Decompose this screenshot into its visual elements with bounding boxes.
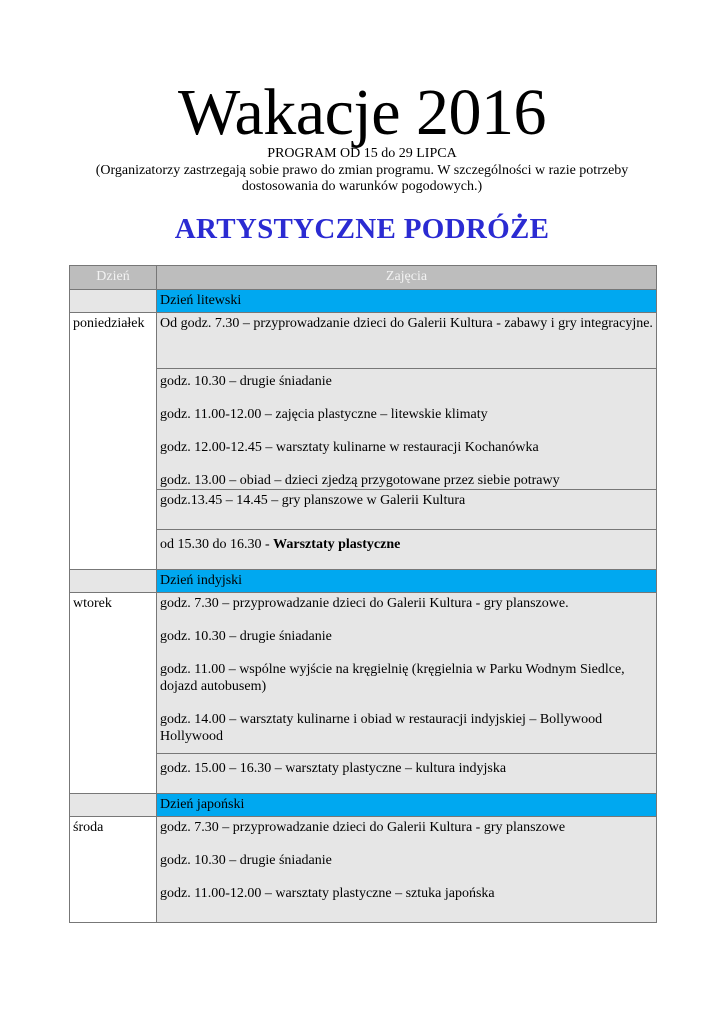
- activity: godz. 10.30 – drugie śniadanie: [160, 629, 332, 644]
- empty-day-cell: [70, 794, 157, 817]
- activity: godz. 7.30 – przyprowadzanie dzieci do Galerii Kultura - gry planszowe: [160, 820, 566, 835]
- program-dates: PROGRAM OD 15 do 29 LIPCA: [267, 146, 457, 161]
- column-header-activities: Zajęcia: [157, 266, 657, 290]
- activity-block: [157, 754, 657, 794]
- theme-row: [70, 290, 657, 313]
- activity: godz. 11.00-12.00 – zajęcia plastyczne – litewskie klimaty: [160, 407, 488, 422]
- table-row: [70, 593, 657, 754]
- schedule-table: [69, 265, 657, 923]
- activity-block: [157, 593, 657, 754]
- activity-block: [157, 313, 657, 369]
- activity-highlight: Warsztaty plastyczne: [273, 537, 401, 552]
- activity: godz.13.45 – 14.45 – gry planszowe w Galerii Kultura: [160, 493, 466, 508]
- activity: godz. 13.00 – obiad – dzieci zjedzą przygotowane przez siebie potrawy: [160, 473, 560, 488]
- activity: godz. 10.30 – drugie śniadanie: [160, 853, 332, 868]
- table-row: [70, 754, 657, 794]
- activity-block: [157, 369, 657, 490]
- program-heading: ARTYSTYCZNE PODRÓŻE: [174, 213, 550, 245]
- table-header-row: [70, 266, 657, 290]
- theme-label: Dzień japoński: [157, 794, 657, 817]
- activity: godz. 7.30 – przyprowadzanie dzieci do Galerii Kultura - gry planszowe.: [160, 596, 569, 611]
- table-row: [70, 490, 657, 530]
- activity: godz. 12.00-12.45 – warsztaty kulinarne w restauracji Kochanówka: [160, 440, 539, 455]
- table-row: [70, 369, 657, 490]
- activity: [160, 536, 653, 553]
- activity: godz. 11.00 – wspólne wyjście na kręgielnię (kręgielnia w Parku Wodnym Siedlce, dojazd autobusem): [160, 662, 625, 694]
- activity-block: [157, 490, 657, 530]
- column-header-day: Dzień: [70, 266, 157, 290]
- empty-day-cell: [70, 570, 157, 593]
- activity-time: od 15.30 do 16.30 -: [160, 537, 274, 552]
- activity: godz. 11.00-12.00 – warsztaty plastyczne – sztuka japońska: [160, 886, 495, 901]
- theme-label: Dzień litewski: [157, 290, 657, 313]
- table-row: [70, 817, 657, 923]
- table-row: [70, 313, 657, 369]
- theme-label: Dzień indyjski: [157, 570, 657, 593]
- activity: Od godz. 7.30 – przyprowadzanie dzieci do Galerii Kultura - zabawy i gry integracyjne.: [160, 316, 653, 331]
- day-cell: wtorek: [70, 593, 157, 794]
- empty-day-cell: [70, 290, 157, 313]
- theme-row: [70, 570, 657, 593]
- activity: godz. 14.00 – warsztaty kulinarne i obiad w restauracji indyjskiej – Bollywood Hollywood: [160, 712, 603, 744]
- page-title: Wakacje 2016: [177, 76, 547, 149]
- activity: godz. 10.30 – drugie śniadanie: [160, 374, 332, 389]
- theme-row: [70, 794, 657, 817]
- table-row: [70, 530, 657, 570]
- activity-block: [157, 817, 657, 923]
- day-cell: środa: [70, 817, 157, 923]
- activity: godz. 15.00 – 16.30 – warsztaty plastyczne – kultura indyjska: [160, 761, 507, 776]
- day-cell: poniedziałek: [70, 313, 157, 570]
- organizer-note: (Organizatorzy zastrzegają sobie prawo do zmian programu. W szczególności w razie potrzeby dostosowania do warunków pogodowych.): [95, 163, 629, 194]
- activity-block: [157, 530, 657, 570]
